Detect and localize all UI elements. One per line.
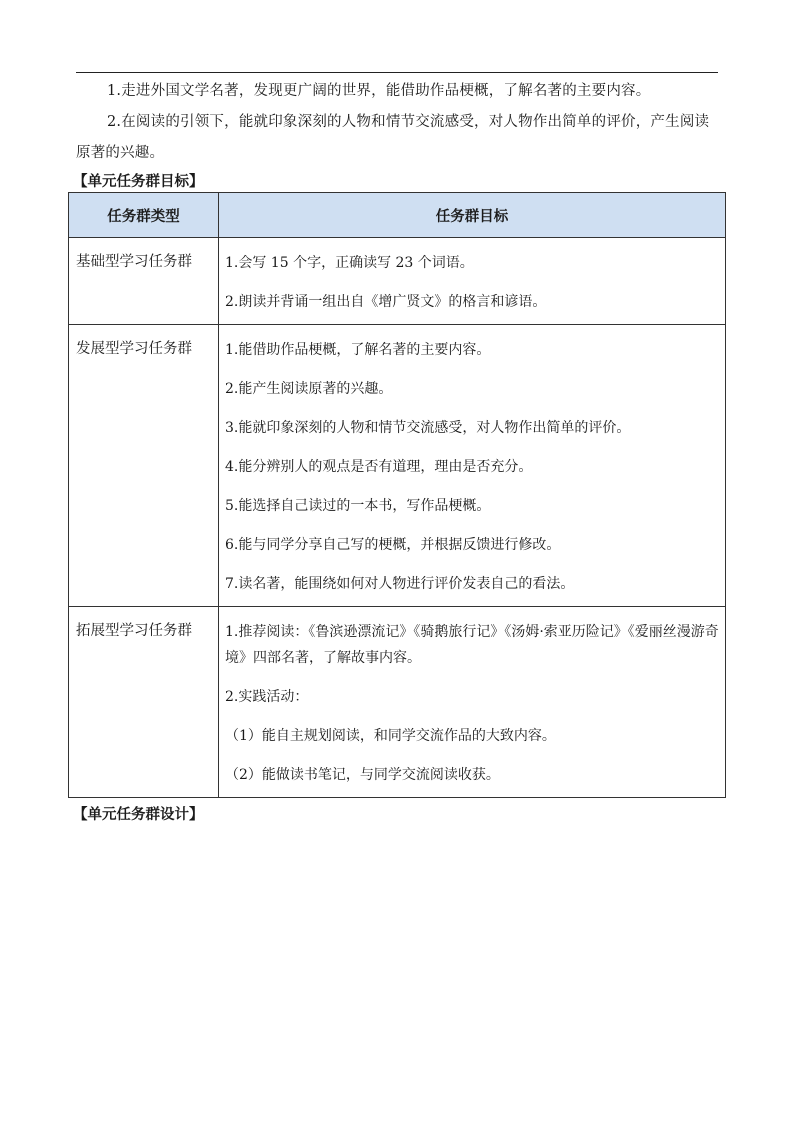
intro-paragraph-2: 2.在阅读的引领下，能就印象深刻的人物和情节交流感受，对人物作出简单的评价，产生阅读原著的兴趣。 xyxy=(76,114,710,161)
goal-item: 2.能产生阅读原著的兴趣。 xyxy=(225,381,393,397)
row-category: 基础型学习任务群 xyxy=(69,238,219,325)
goal-item: 1.会写 15 个字，正确读写 23 个词语。 xyxy=(225,255,474,271)
section-heading-design: 【单元任务群设计】 xyxy=(73,807,204,823)
header-rule xyxy=(76,72,718,73)
goal-item: 1.能借助作品梗概，了解名著的主要内容。 xyxy=(225,342,491,358)
row-goals xyxy=(219,607,726,798)
table-header-row xyxy=(69,193,726,238)
table-row xyxy=(69,238,726,325)
goal-item: 4.能分辨别人的观点是否有道理，理由是否充分。 xyxy=(225,459,533,475)
section-heading-goals: 【单元任务群目标】 xyxy=(73,174,204,190)
task-group-table xyxy=(68,192,726,798)
table-row xyxy=(69,325,726,607)
goal-item: 6.能与同学分享自己写的梗概，并根据反馈进行修改。 xyxy=(225,537,561,553)
header-task-goal: 任务群目标 xyxy=(219,193,726,238)
header-task-type: 任务群类型 xyxy=(69,193,219,238)
goal-item: 3.能就印象深刻的人物和情节交流感受，对人物作出简单的评价。 xyxy=(225,420,631,436)
goal-item: 1.推荐阅读：《鲁滨逊漂流记》《骑鹅旅行记》《汤姆·索亚历险记》《爱丽丝漫游奇境》四部名著，了解故事内容。 xyxy=(225,624,719,666)
intro-paragraph-1: 1.走进外国文学名著，发现更广阔的世界，能借助作品梗概，了解名著的主要内容。 xyxy=(107,83,651,99)
table-row xyxy=(69,607,726,798)
goal-item: 5.能选择自己读过的一本书，写作品梗概。 xyxy=(225,498,491,514)
row-category: 拓展型学习任务群 xyxy=(69,607,219,798)
goal-item: 2.朗读并背诵一组出自《增广贤文》的格言和谚语。 xyxy=(225,294,547,310)
row-category: 发展型学习任务群 xyxy=(69,325,219,607)
goal-item: 7.读名著，能围绕如何对人物进行评价发表自己的看法。 xyxy=(225,576,575,592)
row-goals xyxy=(219,238,726,325)
goal-item: （1）能自主规划阅读，和同学交流作品的大致内容。 xyxy=(225,728,556,744)
goal-item: （2）能做读书笔记，与同学交流阅读收获。 xyxy=(225,767,500,783)
row-goals xyxy=(219,325,726,607)
goal-item: 2.实践活动： xyxy=(225,689,309,705)
